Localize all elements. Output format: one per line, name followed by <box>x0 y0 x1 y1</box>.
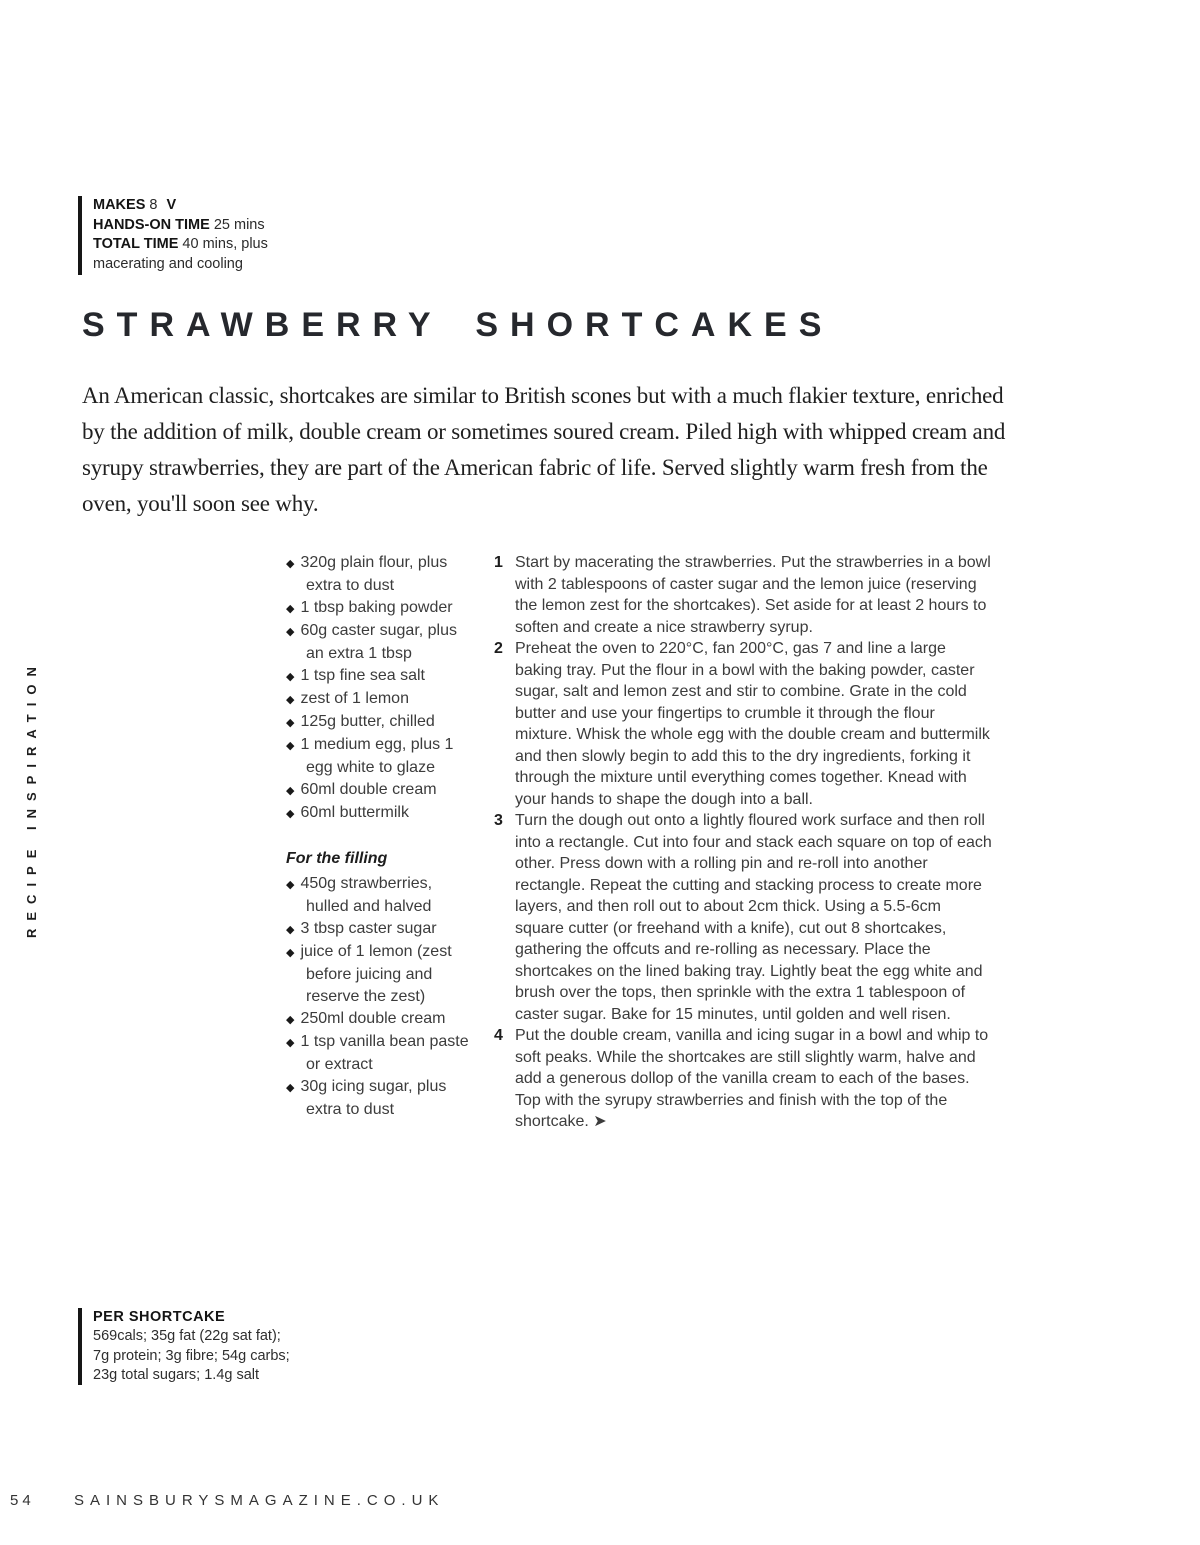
info-label: HANDS-ON TIME <box>93 216 210 233</box>
ingredient-text: 125g butter, chilled <box>300 713 435 730</box>
ingredient-text: 60ml buttermilk <box>300 804 409 821</box>
step-number: 3 <box>494 812 503 829</box>
recipe-info-block <box>78 196 288 275</box>
info-label: MAKES <box>93 197 146 213</box>
diamond-bullet-icon: ◆ <box>286 1014 295 1026</box>
ingredient-text: 250ml double cream <box>300 1010 446 1027</box>
diamond-bullet-icon: ◆ <box>286 808 295 820</box>
diamond-bullet-icon: ◆ <box>286 626 295 638</box>
ingredient-text: juice of 1 lemon (zest before juicing and reserve the zest) <box>300 943 452 1005</box>
ingredient-item <box>286 665 478 688</box>
ingredient-item <box>286 734 478 779</box>
ingredient-item <box>286 941 478 1008</box>
step-number: 1 <box>494 554 503 571</box>
ingredient-text: 3 tbsp caster sugar <box>300 920 437 937</box>
info-label: TOTAL TIME <box>93 236 179 253</box>
ingredients-column <box>286 552 478 1121</box>
ingredient-item <box>286 802 478 825</box>
method-step <box>494 552 994 638</box>
nutrition-lines <box>93 1327 328 1385</box>
method-step <box>494 1025 994 1133</box>
recipe-title: STRAWBERRY SHORTCAKES <box>82 306 834 344</box>
step-number: 4 <box>494 1027 503 1044</box>
ingredient-text: 320g plain flour, plus extra to dust <box>300 554 448 594</box>
ingredient-text: 60ml double cream <box>300 781 437 798</box>
ingredient-item <box>286 1076 478 1121</box>
filling-header: For the filling <box>286 850 388 867</box>
step-text: Preheat the oven to 220°C, fan 200°C, gas 7 and line a large baking tray. Put the flour in a bowl with the baking powder, caster sugar, salt and lemon zest and stir to combine. Grate in the cold butter and use your fingertips to crumble it through the flour mixture. Whisk the whole egg with the double cream and buttermilk and then slowly begin to add this to the dry ingredients, forking it through the mixture until everything comes together. Knead with your hands to shape the dough into a ball. <box>515 640 990 808</box>
diamond-bullet-icon: ◆ <box>286 740 295 752</box>
ingredient-item <box>286 873 478 918</box>
diamond-bullet-icon: ◆ <box>286 717 295 729</box>
info-value: 40 mins, plus macerating and cooling <box>93 236 268 273</box>
diamond-bullet-icon: ◆ <box>286 785 295 797</box>
ingredient-item <box>286 1008 478 1031</box>
step-text: Turn the dough out onto a lightly floured work surface and then roll into a rectangle. Cut into four and stack each square on top of each other. Press down with a rolling pin and re-roll into another rectangle. Repeat the cutting and stacking process to create more layers, and then roll out to about 2cm thick. Using a 5.5-6cm square cutter (or freehand with a knife), cut out 8 shortcakes, gathering the offcuts and re-rolling as necessary. Place the shortcakes on the lined baking tray. Lightly beat the egg white and brush over the tops, then sprinkle with the extra 1 tablespoon of caster sugar. Bake for 15 minutes, until golden and well risen. <box>515 812 992 1023</box>
ingredient-text: 1 tsp vanilla bean paste or extract <box>300 1033 469 1073</box>
magazine-site: SAINSBURYSMAGAZINE.CO.UK <box>74 1492 445 1509</box>
ingredient-item <box>286 918 478 941</box>
ingredient-text: 60g caster sugar, plus an extra 1 tbsp <box>300 622 458 662</box>
step-text: Start by macerating the strawberries. Put the strawberries in a bowl with 2 tablespoons of caster sugar and the lemon juice (reserving the lemon zest for the shortcakes). Set aside for at least 2 hours to soften and create a nice strawberry syrup. <box>515 554 991 636</box>
info-line <box>93 235 288 274</box>
ingredient-text: 450g strawberries, hulled and halved <box>300 875 433 915</box>
recipe-intro: An American classic, shortcakes are similar to British scones but with a much flakier texture, enriched by the addition of milk, double cream or sometimes soured cream. Piled high with whipped cream and syrupy strawberries, they are part of the American fabric of life. Served slightly warm fresh from the oven, you'll soon see why. <box>82 383 1006 516</box>
nutrition-header: PER SHORTCAKE <box>93 1309 226 1325</box>
diamond-bullet-icon: ◆ <box>286 947 295 959</box>
nutrition-line: 7g protein; 3g fibre; 54g carbs; <box>93 1347 290 1364</box>
ingredient-item <box>286 620 478 665</box>
method-step <box>494 638 994 810</box>
nutrition-line: 569cals; 35g fat (22g sat fat); <box>93 1328 281 1345</box>
section-side-label: RECIPE INSPIRATION <box>24 659 39 938</box>
vegetarian-mark: V <box>166 197 177 213</box>
diamond-bullet-icon: ◆ <box>286 1037 295 1049</box>
diamond-bullet-icon: ◆ <box>286 603 295 615</box>
ingredient-item <box>286 688 478 711</box>
step-text: Put the double cream, vanilla and icing sugar in a bowl and whip to soft peaks. While the shortcakes are still slightly warm, halve and add a generous dollop of the vanilla cream to each of the bases. Top with the syrupy strawberries and finish with the top of the shortcake. ➤ <box>515 1027 989 1130</box>
ingredient-text: 30g icing sugar, plus extra to dust <box>300 1078 447 1118</box>
ingredient-item <box>286 1031 478 1076</box>
page-number: 54 <box>10 1492 35 1509</box>
diamond-bullet-icon: ◆ <box>286 558 295 570</box>
ingredient-item <box>286 779 478 802</box>
ingredient-text: 1 medium egg, plus 1 egg white to glaze <box>300 736 454 776</box>
diamond-bullet-icon: ◆ <box>286 1082 295 1094</box>
diamond-bullet-icon: ◆ <box>286 879 295 891</box>
nutrition-block <box>78 1308 328 1385</box>
info-value: 25 mins <box>213 216 265 233</box>
info-value: 8 <box>149 197 158 213</box>
filling-ingredients-list <box>286 873 478 1121</box>
ingredient-item <box>286 552 478 597</box>
ingredient-item <box>286 597 478 620</box>
method-step <box>494 810 994 1025</box>
step-number: 2 <box>494 640 503 657</box>
method-column <box>494 552 994 1133</box>
ingredient-text: zest of 1 lemon <box>300 690 409 707</box>
ingredient-text: 1 tsp fine sea salt <box>300 667 425 684</box>
ingredient-text: 1 tbsp baking powder <box>300 599 453 616</box>
nutrition-line: 23g total sugars; 1.4g salt <box>93 1366 260 1383</box>
ingredients-list <box>286 552 478 825</box>
diamond-bullet-icon: ◆ <box>286 694 295 706</box>
ingredient-item <box>286 711 478 734</box>
info-line <box>93 216 288 236</box>
info-line <box>93 196 288 216</box>
diamond-bullet-icon: ◆ <box>286 671 295 683</box>
diamond-bullet-icon: ◆ <box>286 924 295 936</box>
